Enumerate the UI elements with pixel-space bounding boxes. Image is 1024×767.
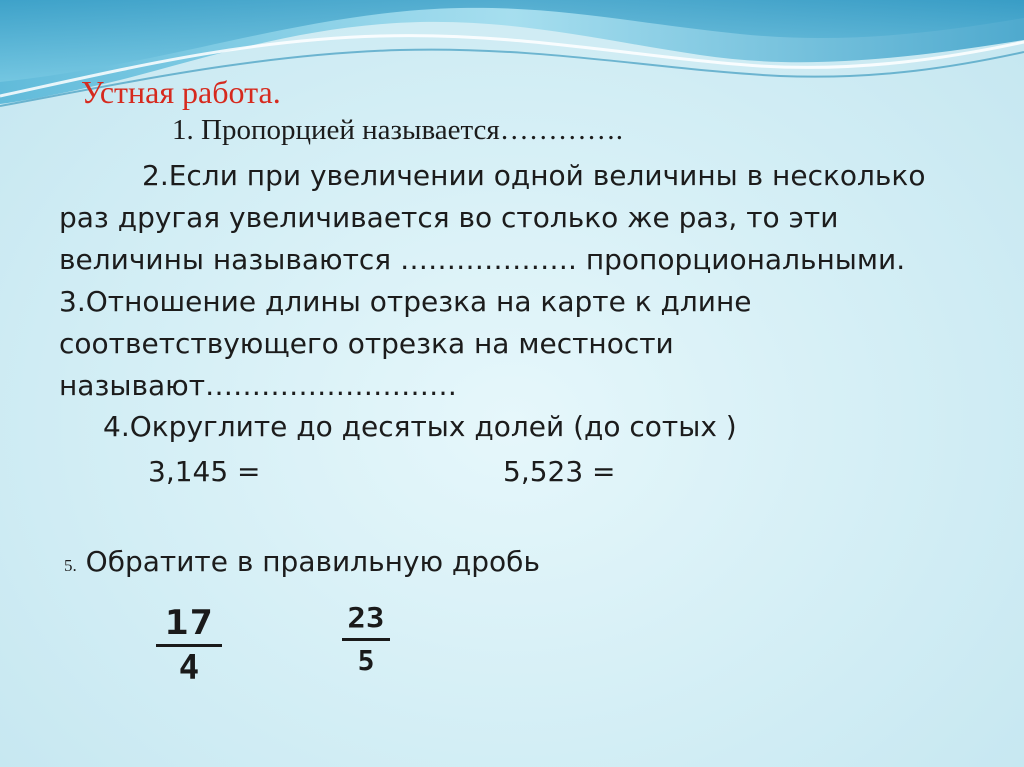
slide-title: Устная работа. [81, 74, 281, 110]
question-3-line-2: соответствующего отрезка на местности [59, 327, 674, 360]
question-3-line-3: называют……………………… [59, 369, 458, 402]
question-2-line-2: раз другая увеличивается во столько же раз, то эти [59, 201, 839, 234]
fraction-1-denominator: 4 [178, 648, 200, 688]
question-5-number: 5. [64, 556, 77, 575]
rounding-example-1: 3,145 = [148, 455, 261, 488]
question-2-line-3: величины называются ………………. пропорциональными. [59, 243, 906, 276]
question-5 [64, 545, 540, 578]
fraction-2-numerator: 23 [347, 601, 385, 634]
fraction-1 [156, 603, 222, 688]
fraction-2 [342, 601, 390, 677]
fraction-1-numerator: 17 [164, 603, 214, 643]
question-5-text: Обратите в правильную дробь [76, 545, 540, 578]
question-1: 1. Пропорцией называется…………. [172, 114, 624, 146]
question-4: 4.Округлите до десятых долей (до сотых ) [103, 410, 737, 443]
question-3-line-1: 3.Отношение длины отрезка на карте к длине [59, 285, 752, 318]
fraction-2-bar [342, 638, 390, 641]
rounding-example-2: 5,523 = [503, 455, 616, 488]
fraction-1-bar [156, 644, 222, 647]
fraction-2-denominator: 5 [357, 644, 375, 677]
question-2-line-1: 2.Если при увеличении одной величины в несколько [142, 159, 926, 192]
